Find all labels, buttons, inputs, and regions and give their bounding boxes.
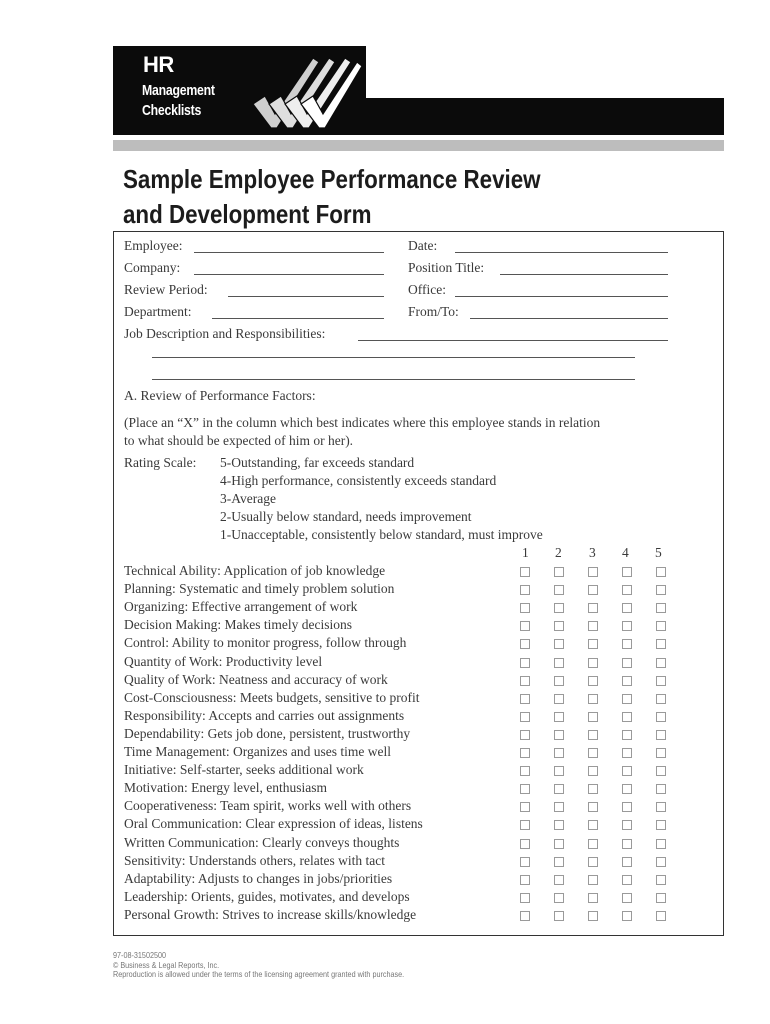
rating-checkbox-2[interactable] bbox=[554, 893, 564, 903]
rating-checkbox-5[interactable] bbox=[656, 893, 666, 903]
scale-item: 3-Average bbox=[220, 491, 276, 506]
title-line-2: and Development Form bbox=[123, 199, 372, 229]
rating-checkbox-4[interactable] bbox=[622, 603, 632, 613]
rating-checkbox-1[interactable] bbox=[520, 621, 530, 631]
rating-checkbox-3[interactable] bbox=[588, 658, 598, 668]
rating-checkbox-5[interactable] bbox=[656, 766, 666, 776]
rating-checkbox-1[interactable] bbox=[520, 694, 530, 704]
rating-checkbox-2[interactable] bbox=[554, 748, 564, 758]
rating-checkbox-5[interactable] bbox=[656, 567, 666, 577]
rating-checkbox-5[interactable] bbox=[656, 730, 666, 740]
rating-checkbox-4[interactable] bbox=[622, 820, 632, 830]
rating-checkbox-3[interactable] bbox=[588, 639, 598, 649]
from-to-field[interactable] bbox=[470, 318, 668, 319]
rating-checkbox-1[interactable] bbox=[520, 911, 530, 921]
rating-checkbox-2[interactable] bbox=[554, 730, 564, 740]
rating-checkbox-4[interactable] bbox=[622, 857, 632, 867]
rating-checkbox-3[interactable] bbox=[588, 748, 598, 758]
rating-checkbox-3[interactable] bbox=[588, 875, 598, 885]
rating-checkbox-4[interactable] bbox=[622, 748, 632, 758]
rating-checkbox-3[interactable] bbox=[588, 567, 598, 577]
rating-checkbox-1[interactable] bbox=[520, 802, 530, 812]
rating-checkbox-5[interactable] bbox=[656, 911, 666, 921]
rating-checkbox-2[interactable] bbox=[554, 676, 564, 686]
employee-field[interactable] bbox=[194, 252, 384, 253]
scale-item: 4-High performance, consistently exceeds standard bbox=[220, 473, 497, 488]
rating-checkbox-3[interactable] bbox=[588, 621, 598, 631]
footer-copyright: © Business & Legal Reports, Inc. bbox=[113, 959, 220, 970]
section-a-heading: A. Review of Performance Factors: bbox=[124, 388, 316, 403]
rating-checkbox-1[interactable] bbox=[520, 875, 530, 885]
factor-label: Oral Communication: Clear expression of ideas, listens bbox=[124, 816, 423, 832]
rating-checkbox-5[interactable] bbox=[656, 585, 666, 595]
checkmarks-icon bbox=[251, 52, 363, 132]
rating-checkbox-3[interactable] bbox=[588, 730, 598, 740]
rating-checkbox-3[interactable] bbox=[588, 585, 598, 595]
rating-checkbox-2[interactable] bbox=[554, 639, 564, 649]
from-to-label: From/To: bbox=[408, 304, 459, 319]
factor-label: Time Management: Organizes and uses time well bbox=[124, 744, 391, 759]
rating-checkbox-5[interactable] bbox=[656, 621, 666, 631]
rating-checkbox-4[interactable] bbox=[622, 694, 632, 704]
rating-checkbox-5[interactable] bbox=[656, 639, 666, 649]
logo bbox=[113, 46, 366, 135]
column-header-4: 4 bbox=[622, 545, 629, 560]
department-field[interactable] bbox=[212, 318, 384, 319]
factor-label: Motivation: Energy level, enthusiasm bbox=[124, 780, 327, 796]
rating-checkbox-3[interactable] bbox=[588, 839, 598, 849]
rating-checkbox-4[interactable] bbox=[622, 784, 632, 794]
rating-checkbox-5[interactable] bbox=[656, 603, 666, 613]
rating-checkbox-2[interactable] bbox=[554, 621, 564, 631]
factor-label: Sensitivity: Understands others, relates with tact bbox=[124, 852, 385, 868]
rating-checkbox-2[interactable] bbox=[554, 875, 564, 885]
rating-checkbox-2[interactable] bbox=[554, 694, 564, 704]
scale-item: 5-Outstanding, far exceeds standard bbox=[220, 455, 415, 470]
rating-checkbox-1[interactable] bbox=[520, 766, 530, 776]
rating-checkbox-2[interactable] bbox=[554, 712, 564, 722]
factor-label: Decision Making: Makes timely decisions bbox=[124, 617, 352, 633]
job-description-label: Job Description and Responsibilities: bbox=[124, 326, 326, 341]
footer-code: 97-08-31502500 bbox=[113, 950, 167, 960]
rating-scale-label: Rating Scale: bbox=[124, 455, 197, 470]
rating-checkbox-2[interactable] bbox=[554, 784, 564, 794]
instruction-line-1: (Place an “X” in the column which best indicates where this employee stands in relation bbox=[124, 415, 601, 430]
factor-label: Quality of Work: Neatness and accuracy of work bbox=[124, 671, 388, 687]
rating-checkbox-2[interactable] bbox=[554, 911, 564, 921]
factor-label: Responsibility: Accepts and carries out assignments bbox=[124, 707, 405, 723]
logo-line-2: Checklists bbox=[142, 102, 202, 119]
rating-checkbox-4[interactable] bbox=[622, 639, 632, 649]
rating-checkbox-5[interactable] bbox=[656, 839, 666, 849]
rating-checkbox-1[interactable] bbox=[520, 639, 530, 649]
rating-checkbox-4[interactable] bbox=[622, 911, 632, 921]
factor-label: Planning: Systematic and timely problem solution bbox=[124, 581, 395, 597]
rating-checkbox-1[interactable] bbox=[520, 730, 530, 740]
rating-checkbox-1[interactable] bbox=[520, 820, 530, 830]
rating-checkbox-5[interactable] bbox=[656, 784, 666, 794]
factor-label: Leadership: Orients, guides, motivates, and develops bbox=[124, 888, 410, 904]
rating-checkbox-2[interactable] bbox=[554, 766, 564, 776]
rating-checkbox-3[interactable] bbox=[588, 857, 598, 867]
company-label: Company: bbox=[124, 260, 181, 275]
rating-checkbox-1[interactable] bbox=[520, 585, 530, 595]
rating-checkbox-5[interactable] bbox=[656, 857, 666, 867]
header-bar bbox=[366, 98, 724, 135]
column-header-2: 2 bbox=[555, 545, 562, 560]
factor-label: Quantity of Work: Productivity level bbox=[124, 653, 323, 669]
rating-checkbox-1[interactable] bbox=[520, 857, 530, 867]
rating-checkbox-3[interactable] bbox=[588, 766, 598, 776]
header-rule bbox=[113, 140, 724, 151]
rating-checkbox-4[interactable] bbox=[622, 658, 632, 668]
rating-checkbox-1[interactable] bbox=[520, 748, 530, 758]
rating-checkbox-4[interactable] bbox=[622, 893, 632, 903]
rating-checkbox-5[interactable] bbox=[656, 802, 666, 812]
job-description-field-1[interactable] bbox=[358, 340, 668, 341]
logo-hr-text: HR bbox=[143, 52, 174, 77]
date-field[interactable] bbox=[455, 252, 668, 253]
position-title-label: Position Title: bbox=[408, 260, 485, 275]
factor-label: Adaptability: Adjusts to changes in jobs/priorities bbox=[124, 870, 393, 886]
rating-checkbox-5[interactable] bbox=[656, 694, 666, 704]
rating-checkbox-4[interactable] bbox=[622, 839, 632, 849]
rating-checkbox-4[interactable] bbox=[622, 802, 632, 812]
rating-checkbox-4[interactable] bbox=[622, 621, 632, 631]
rating-checkbox-1[interactable] bbox=[520, 603, 530, 613]
page-title bbox=[123, 162, 541, 232]
office-label: Office: bbox=[408, 282, 446, 297]
rating-checkbox-4[interactable] bbox=[622, 712, 632, 722]
factor-label: Cost-Consciousness: Meets budgets, sensitive to profit bbox=[124, 689, 420, 705]
rating-checkbox-1[interactable] bbox=[520, 676, 530, 686]
department-label: Department: bbox=[124, 304, 192, 319]
rating-checkbox-1[interactable] bbox=[520, 784, 530, 794]
factor-label: Written Communication: Clearly conveys thoughts bbox=[124, 834, 400, 850]
rating-checkbox-4[interactable] bbox=[622, 766, 632, 776]
rating-checkbox-1[interactable] bbox=[520, 839, 530, 849]
rating-checkbox-1[interactable] bbox=[520, 658, 530, 668]
review-period-field[interactable] bbox=[228, 296, 384, 297]
job-description-field-3[interactable] bbox=[152, 379, 635, 380]
factor-label: Initiative: Self-starter, seeks additional work bbox=[124, 762, 364, 778]
rating-checkbox-3[interactable] bbox=[588, 820, 598, 830]
column-header-1: 1 bbox=[522, 545, 529, 560]
rating-checkbox-1[interactable] bbox=[520, 567, 530, 577]
rating-checkbox-4[interactable] bbox=[622, 676, 632, 686]
instruction-line-2: to what should be expected of him or her). bbox=[124, 433, 354, 448]
rating-checkbox-1[interactable] bbox=[520, 712, 530, 722]
rating-checkbox-2[interactable] bbox=[554, 585, 564, 595]
rating-checkbox-4[interactable] bbox=[622, 730, 632, 740]
title-line-1: Sample Employee Performance Review bbox=[123, 164, 541, 194]
column-header-5: 5 bbox=[655, 545, 662, 560]
date-label: Date: bbox=[408, 238, 438, 253]
rating-checkbox-2[interactable] bbox=[554, 839, 564, 849]
scale-item: 2-Usually below standard, needs improvement bbox=[220, 509, 472, 524]
rating-checkbox-3[interactable] bbox=[588, 676, 598, 686]
rating-checkbox-2[interactable] bbox=[554, 567, 564, 577]
factor-label: Dependability: Gets job done, persistent, trustworthy bbox=[124, 725, 411, 741]
rating-checkbox-4[interactable] bbox=[622, 567, 632, 577]
rating-checkbox-2[interactable] bbox=[554, 857, 564, 867]
rating-checkbox-3[interactable] bbox=[588, 712, 598, 722]
rating-checkbox-2[interactable] bbox=[554, 820, 564, 830]
rating-checkbox-2[interactable] bbox=[554, 658, 564, 668]
rating-checkbox-3[interactable] bbox=[588, 694, 598, 704]
rating-checkbox-5[interactable] bbox=[656, 658, 666, 668]
footer-notice: Reproduction is allowed under the terms of the licensing agreement granted with purchase. bbox=[113, 969, 405, 979]
factor-label: Technical Ability: Application of job knowledge bbox=[124, 563, 386, 578]
rating-checkbox-5[interactable] bbox=[656, 875, 666, 885]
column-header-3: 3 bbox=[589, 545, 596, 560]
rating-checkbox-3[interactable] bbox=[588, 603, 598, 613]
company-field[interactable] bbox=[194, 274, 384, 275]
rating-checkbox-5[interactable] bbox=[656, 676, 666, 686]
rating-checkbox-3[interactable] bbox=[588, 893, 598, 903]
factor-label: Control: Ability to monitor progress, follow through bbox=[124, 635, 407, 651]
office-field[interactable] bbox=[455, 296, 668, 297]
factor-label: Personal Growth: Strives to increase skills/knowledge bbox=[124, 906, 417, 922]
factor-label: Cooperativeness: Team spirit, works well with others bbox=[124, 798, 412, 814]
position-title-field[interactable] bbox=[500, 274, 668, 275]
logo-line-1: Management bbox=[142, 82, 215, 99]
rating-checkbox-5[interactable] bbox=[656, 820, 666, 830]
rating-checkbox-1[interactable] bbox=[520, 893, 530, 903]
scale-item: 1-Unacceptable, consistently below standard, must improve bbox=[220, 527, 543, 542]
job-description-field-2[interactable] bbox=[152, 357, 635, 358]
employee-label: Employee: bbox=[124, 238, 183, 253]
rating-checkbox-2[interactable] bbox=[554, 603, 564, 613]
rating-checkbox-5[interactable] bbox=[656, 712, 666, 722]
rating-checkbox-4[interactable] bbox=[622, 585, 632, 595]
rating-checkbox-3[interactable] bbox=[588, 802, 598, 812]
rating-checkbox-3[interactable] bbox=[588, 911, 598, 921]
rating-checkbox-3[interactable] bbox=[588, 784, 598, 794]
review-period-label: Review Period: bbox=[124, 282, 208, 297]
factor-label: Organizing: Effective arrangement of work bbox=[124, 599, 358, 615]
rating-checkbox-5[interactable] bbox=[656, 748, 666, 758]
rating-checkbox-4[interactable] bbox=[622, 875, 632, 885]
rating-checkbox-2[interactable] bbox=[554, 802, 564, 812]
footer bbox=[113, 951, 404, 980]
